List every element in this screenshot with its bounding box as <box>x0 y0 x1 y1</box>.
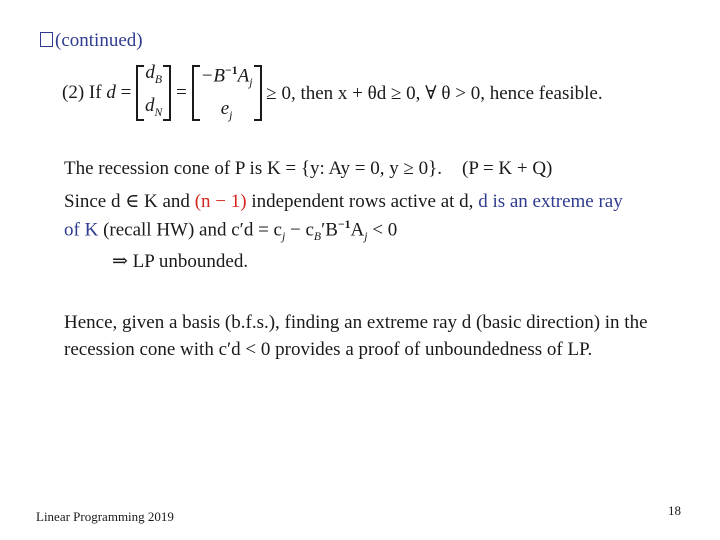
recession-cone-line: The recession cone of P is K = {y: Ay = 0, y ≥ 0}. (P = K + Q) <box>64 158 553 179</box>
item-2-feasibility-line: (2) If d = $d_B$ $d_N$ = $-B^{-1}A_j$ $e_j$ ≥ 0, then x + θd ≥ 0, ∀ θ > 0, hence feasible. <box>62 62 603 122</box>
direction-vector: $d_B$ $d_N$ <box>136 65 171 121</box>
since-line-2: of K (recall HW) and $c'd = c_j - c_B'B^{-1}A_j < 0$ <box>64 218 398 244</box>
lp-unbounded-line: ⇒ LP unbounded. <box>112 251 249 272</box>
missing-glyph-icon <box>40 32 53 47</box>
conclusion-line-2: recession cone with c′d < 0 provides a proof of unboundedness of LP. <box>64 339 593 360</box>
slide-heading: (continued) <box>40 30 143 52</box>
conclusion-line-1: Hence, given a basis (b.f.s.), finding an extreme ray d (basic direction) in the <box>64 312 648 333</box>
footer-course-title: Linear Programming 2019 <box>36 509 174 524</box>
direction-components-matrix: $-B^{-1}A_j$ $e_j$ <box>192 65 262 121</box>
extreme-ray-highlight: d is an extreme ray <box>478 191 623 212</box>
since-line-1: Since d ∈ K and (n − 1) independent rows active at d, d is an extreme ray <box>64 191 623 212</box>
page-number: 18 <box>668 503 681 518</box>
n-minus-1-highlight: (n − 1) <box>194 191 247 212</box>
